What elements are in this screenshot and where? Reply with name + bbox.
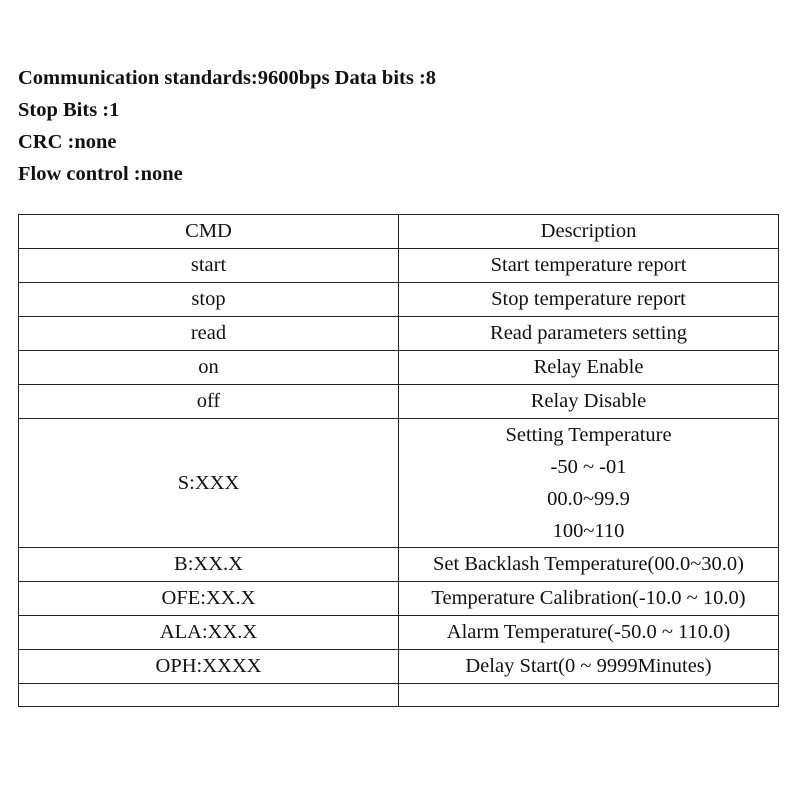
- description-cell: Relay Disable: [399, 385, 779, 419]
- flow-control-line: Flow control :none: [18, 163, 183, 185]
- column-header-cmd: CMD: [19, 215, 399, 249]
- table-row-empty: [19, 684, 779, 707]
- stop-bits-line: Stop Bits :1: [18, 99, 120, 121]
- cmd-cell: start: [19, 249, 399, 283]
- description-cell: Alarm Temperature(-50.0 ~ 110.0): [399, 616, 779, 650]
- description-cell: Set Backlash Temperature(00.0~30.0): [399, 548, 779, 582]
- cmd-cell: read: [19, 317, 399, 351]
- communication-standards-line: Communication standards:9600bps Data bits :8: [18, 67, 437, 89]
- description-cell: Stop temperature report: [399, 283, 779, 317]
- cmd-cell: B:XX.X: [19, 548, 399, 582]
- description-line: -50 ~ -01: [550, 456, 627, 478]
- description-cell: Read parameters setting: [399, 317, 779, 351]
- table-header-row: [19, 215, 779, 249]
- cmd-cell: on: [19, 351, 399, 385]
- table-row: [19, 548, 779, 582]
- description-cell: [399, 419, 779, 548]
- crc-line: CRC :none: [18, 131, 117, 153]
- table-row: [19, 351, 779, 385]
- serial-settings-block: [18, 62, 436, 190]
- cmd-cell: off: [19, 385, 399, 419]
- description-cell: Temperature Calibration(-10.0 ~ 10.0): [399, 582, 779, 616]
- description-line: Setting Temperature: [505, 424, 672, 446]
- description-line: 100~110: [552, 520, 625, 542]
- table-row: [19, 283, 779, 317]
- description-cell: Delay Start(0 ~ 9999Minutes): [399, 650, 779, 684]
- cmd-cell: [19, 684, 399, 707]
- table-row: [19, 317, 779, 351]
- cmd-cell: stop: [19, 283, 399, 317]
- command-table: [18, 214, 779, 707]
- table-row: [19, 385, 779, 419]
- description-cell: Relay Enable: [399, 351, 779, 385]
- description-cell: [399, 684, 779, 707]
- column-header-description: Description: [399, 215, 779, 249]
- table-row: [19, 650, 779, 684]
- table-row: [19, 419, 779, 548]
- description-cell: Start temperature report: [399, 249, 779, 283]
- cmd-cell: OPH:XXXX: [19, 650, 399, 684]
- cmd-cell: OFE:XX.X: [19, 582, 399, 616]
- table-row: [19, 249, 779, 283]
- table-row: [19, 582, 779, 616]
- table-row: [19, 616, 779, 650]
- description-line: 00.0~99.9: [547, 488, 630, 510]
- cmd-cell: ALA:XX.X: [19, 616, 399, 650]
- cmd-cell: S:XXX: [19, 419, 399, 548]
